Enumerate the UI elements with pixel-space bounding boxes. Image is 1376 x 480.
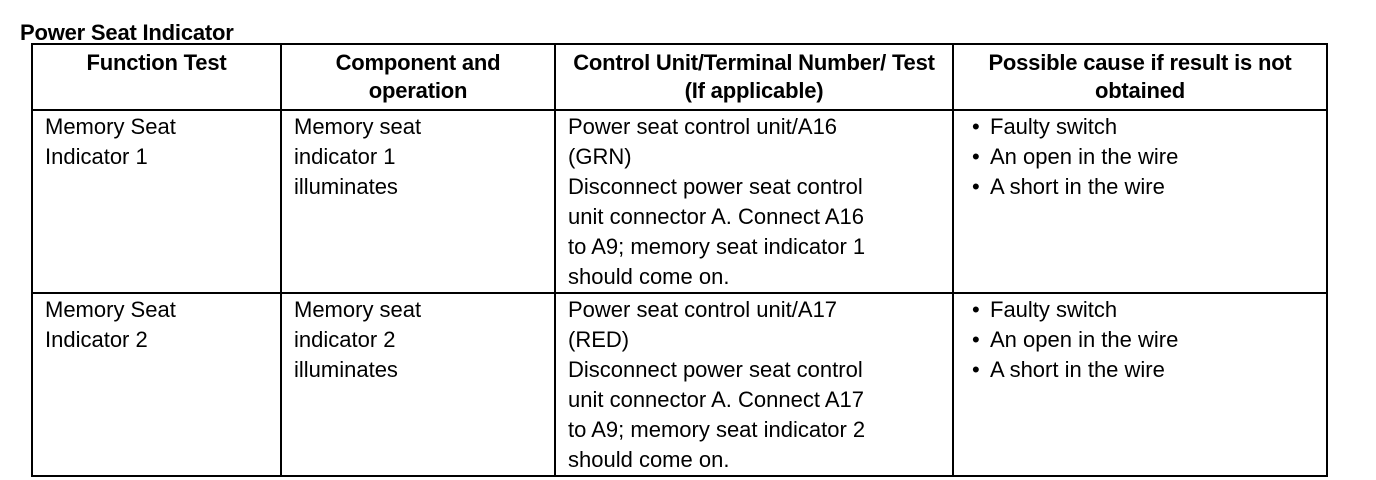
header-function-test [32,44,281,110]
cell-text: Memory seat [294,114,422,139]
header-text: Test (If applicable) [684,50,935,103]
cell-text: Power seat control unit/A16 [568,114,838,139]
list-item [966,355,1316,385]
page-title: Power Seat Indicator [20,20,234,45]
header-text: Component and [335,50,501,75]
cause-list [966,112,1316,202]
cell-text: Indicator 1 [45,144,148,169]
cause-text: A short in the wire [990,174,1165,199]
cause-text: An open in the wire [990,144,1179,169]
cell-text: illuminates [294,174,398,199]
cell-text: Indicator 2 [45,327,148,352]
cell-text: indicator 2 [294,327,396,352]
table-row [32,110,1327,293]
cell-text: indicator 1 [294,144,396,169]
header-component-operation [281,44,555,110]
cell-text: unit connector A. Connect A17 [568,387,864,412]
cause-list [966,295,1316,385]
cell-text: to A9; memory seat indicator 2 [568,417,866,442]
header-text: Function Test [86,50,227,75]
header-possible-cause [953,44,1327,110]
cell-text: to A9; memory seat indicator 1 [568,234,866,259]
list-item [966,142,1316,172]
header-text: obtained [1094,78,1186,103]
cell-text: (RED) [568,327,630,352]
cell-text: unit connector A. Connect A16 [568,204,864,229]
cell-text: Memory Seat [45,114,176,139]
cell-possible-cause [953,293,1327,476]
cause-text: Faulty switch [990,297,1118,322]
cell-component [281,110,555,293]
cell-possible-cause [953,110,1327,293]
header-control-unit [555,44,953,110]
cell-control-unit [555,110,953,293]
bullet-icon: • [972,297,980,322]
bullet-icon: • [972,327,980,352]
bullet-icon: • [972,174,980,199]
cause-text: An open in the wire [990,327,1179,352]
table-header-row [32,44,1327,110]
header-text: operation [368,78,468,103]
cause-text: A short in the wire [990,357,1165,382]
list-item [966,172,1316,202]
cell-function-test [32,293,281,476]
cause-text: Faulty switch [990,114,1118,139]
cell-control-unit [555,293,953,476]
bullet-icon: • [972,114,980,139]
table-row [32,293,1327,476]
cell-text: Memory Seat [45,297,176,322]
bullet-icon: • [972,357,980,382]
cell-text: should come on. [568,447,730,472]
header-text: Possible cause if result is not [988,50,1292,75]
indicator-table [31,43,1328,477]
header-text: Control Unit/Terminal Number/ [573,50,887,75]
cell-text: Power seat control unit/A17 [568,297,838,322]
list-item [966,295,1316,325]
list-item [966,112,1316,142]
cell-text: should come on. [568,264,730,289]
cell-text: Disconnect power seat control [568,174,863,199]
bullet-icon: • [972,144,980,169]
cell-component [281,293,555,476]
list-item [966,325,1316,355]
cell-text: (GRN) [568,144,632,169]
cell-text: Disconnect power seat control [568,357,863,382]
cell-function-test [32,110,281,293]
cell-text: Memory seat [294,297,422,322]
cell-text: illuminates [294,357,398,382]
